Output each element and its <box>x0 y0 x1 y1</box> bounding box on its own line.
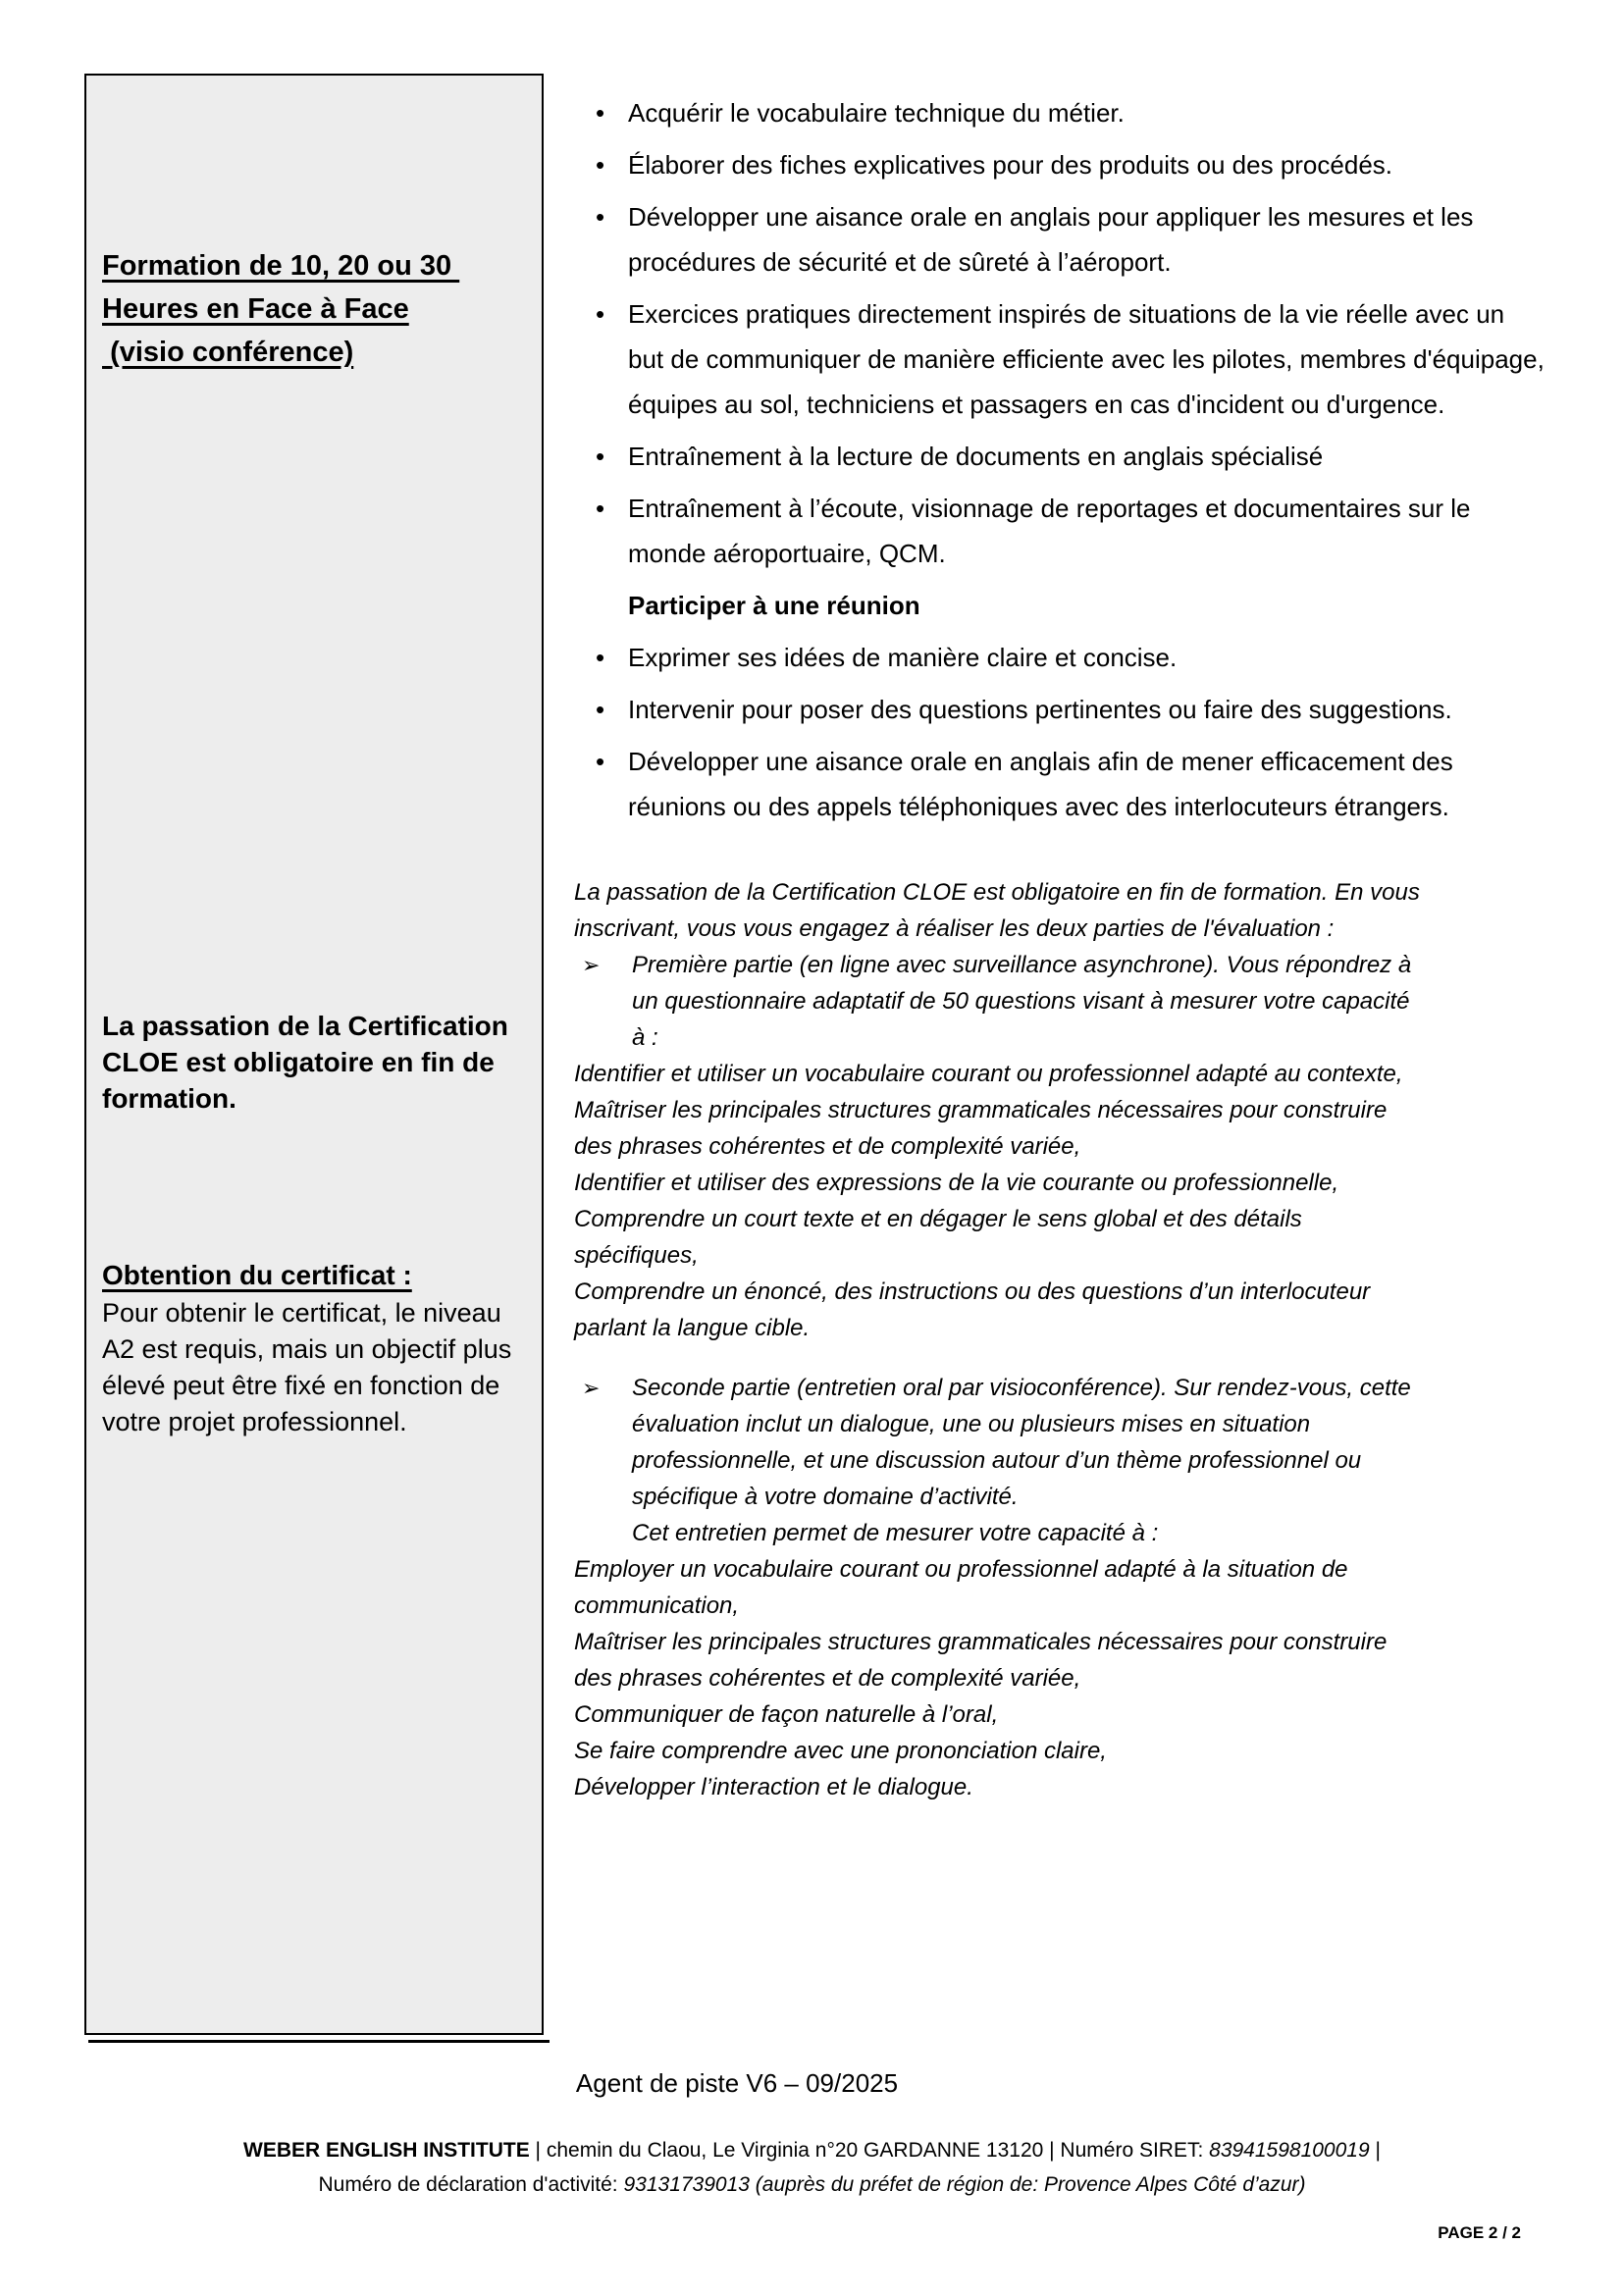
footer-text-segment: 93131739013 <box>623 2173 756 2196</box>
objective-text: Acquérir le vocabulaire technique du métier. <box>628 98 1125 128</box>
footer-line-institute <box>0 2133 1624 2167</box>
capacity-line: Identifier et utiliser un vocabulaire courant ou professionnel adapté au contexte, <box>574 1061 1403 1087</box>
objective-item <box>574 291 1545 427</box>
spacer <box>574 1346 1545 1370</box>
obtention-certificat-heading: Obtention du certificat : <box>102 1260 412 1290</box>
objective-item <box>574 90 1545 135</box>
bullet-icon: • <box>596 747 605 776</box>
certificat-paragraph: Pour obtenir le certificat, le niveau A2 est requis, mais un objectif plus élevé peut être fixé en fonction de votre projet professionnel. <box>102 1298 512 1436</box>
page-footer <box>0 2133 1624 2202</box>
cloe-obligatoire-heading: La passation de la Certification CLOE est obligatoire en fin de formation. <box>102 1011 508 1114</box>
panel-shadow <box>88 2040 550 2043</box>
certification-details <box>574 874 1545 1805</box>
bullet-icon: • <box>596 643 605 672</box>
second-part-subtext: Cet entretien permet de mesurer votre capacité à : <box>632 1520 1159 1546</box>
objective-text: Développer une aisance orale en anglais pour appliquer les mesures et les procédures de sécurité et de sûreté à l’aéroport. <box>628 202 1474 277</box>
capacity-line: Communiquer de façon naturelle à l’oral, <box>574 1701 999 1728</box>
formation-heading-line: Formation de 10, 20 ou 30 <box>102 250 460 282</box>
bullet-icon: • <box>596 150 605 180</box>
meeting-section-heading: Participer à une réunion <box>628 591 920 620</box>
capacities-list-written <box>574 1056 1545 1346</box>
objective-text: Exprimer ses idées de manière claire et concise. <box>628 643 1178 672</box>
footer-text-segment: | <box>1369 2139 1381 2162</box>
objectives-column <box>574 90 1545 1805</box>
left-summary-panel <box>84 74 544 2035</box>
bullet-icon: • <box>596 494 605 523</box>
arrow-bullet-icon: ➢ <box>582 1376 601 1400</box>
objectives-list-top <box>574 90 1545 576</box>
objectives-list-meeting <box>574 635 1545 829</box>
objective-text: Développer une aisance orale en anglais afin de mener efficacement des réunions ou des appels téléphoniques avec des interlocuteurs étrangers. <box>628 747 1453 821</box>
objective-text: Élaborer des fiches explicatives pour des produits ou des procédés. <box>628 150 1392 180</box>
footer-line-declaration <box>0 2167 1624 2202</box>
cloe-intro-paragraph: La passation de la Certification CLOE est obligatoire en fin de formation. En vous inscrivant, vous vous engagez à réaliser les deux parties de l'évaluation : <box>574 879 1420 942</box>
capacity-line: Développer l’interaction et le dialogue. <box>574 1774 973 1800</box>
capacity-line: Se faire comprendre avec une prononciation claire, <box>574 1738 1107 1764</box>
formation-heading-line: Heures en Face à Face <box>102 293 409 325</box>
capacity-line: Comprendre un énoncé, des instructions ou des questions d’un interlocuteur parlant la langue cible. <box>574 1278 1371 1341</box>
bullet-icon: • <box>596 98 605 128</box>
arrow-bullet-icon: ➢ <box>582 953 601 977</box>
formation-heading-line: (visio conférence) <box>102 337 354 368</box>
first-part-item <box>574 947 1424 1056</box>
bullet-icon: • <box>596 202 605 232</box>
objective-item <box>574 739 1545 829</box>
objective-item <box>574 687 1545 732</box>
footer-text-segment: 83941598100019 <box>1209 2139 1370 2162</box>
capacity-line: Maîtriser les principales structures grammaticales nécessaires pour construire des phrases cohérentes et de complexité variée, <box>574 1629 1388 1692</box>
bullet-icon: • <box>596 299 605 329</box>
objective-item <box>574 635 1545 680</box>
objective-item <box>574 434 1545 479</box>
footer-text-segment: | chemin du Claou, Le Virginia n°20 GARDANNE 13120 | Numéro SIRET: <box>529 2139 1210 2162</box>
objective-item <box>574 194 1545 285</box>
first-part-text: Première partie (en ligne avec surveillance asynchrone). Vous répondrez à un questionnaire adaptatif de 50 questions visant à mesurer votre capacité à : <box>632 952 1412 1051</box>
footer-text-segment: Numéro de déclaration d'activité: <box>318 2173 624 2196</box>
page-number-indicator: PAGE 2 / 2 <box>1438 2223 1521 2242</box>
document-version-title: Agent de piste V6 – 09/2025 <box>575 2068 899 2098</box>
second-part-item <box>574 1370 1424 1515</box>
objective-item <box>574 142 1545 187</box>
bullet-icon: • <box>596 442 605 471</box>
capacity-line: Maîtriser les principales structures grammaticales nécessaires pour construire des phrases cohérentes et de complexité variée, <box>574 1097 1388 1160</box>
capacity-line: Comprendre un court texte et en dégager le sens global et des détails spécifiques, <box>574 1206 1302 1269</box>
objective-text: Entraînement à la lecture de documents en anglais spécialisé <box>628 442 1324 471</box>
second-part-text: Seconde partie (entretien oral par visioconférence). Sur rendez-vous, cette évaluation inclut un dialogue, une ou plusieurs mises en situation professionnelle, et une discussion autour d’un thème professionnel ou spécifique à votre domaine d’activité. <box>632 1375 1411 1510</box>
objective-text: Entraînement à l’écoute, visionnage de reportages et documentaires sur le monde aéroportuaire, QCM. <box>628 494 1471 568</box>
footer-text-segment: WEBER ENGLISH INSTITUTE <box>243 2139 530 2162</box>
objective-item <box>574 486 1545 576</box>
capacities-list-oral <box>574 1551 1545 1805</box>
objective-text: Exercices pratiques directement inspirés de situations de la vie réelle avec un but de communiquer de manière efficiente avec les pilotes, membres d'équipage, équipes au sol, techniciens et passagers en cas d'incident ou d'urgence. <box>628 299 1545 419</box>
capacity-line: Employer un vocabulaire courant ou professionnel adapté à la situation de communication, <box>574 1556 1348 1619</box>
capacity-line: Identifier et utiliser des expressions de la vie courante ou professionnelle, <box>574 1170 1339 1196</box>
objective-text: Intervenir pour poser des questions pertinentes ou faire des suggestions. <box>628 695 1452 724</box>
formation-heading <box>102 244 526 374</box>
bullet-icon: • <box>596 695 605 724</box>
footer-text-segment: (auprès du préfet de région de: Provence Alpes Côté d’azur) <box>755 2173 1306 2196</box>
